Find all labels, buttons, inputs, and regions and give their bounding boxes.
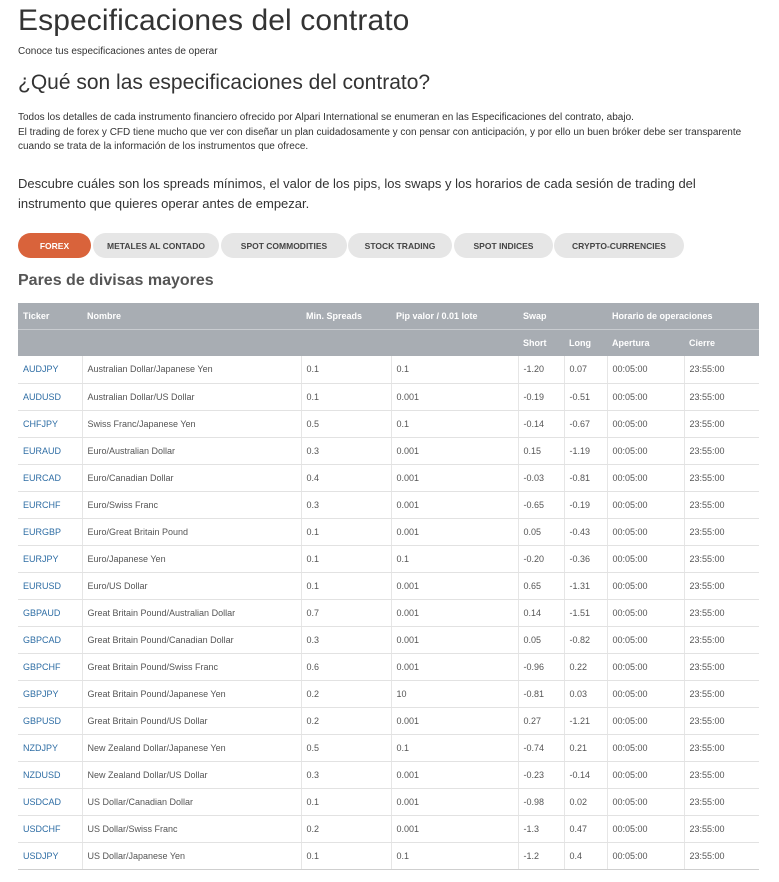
cell-open: 00:05:00 — [607, 707, 684, 734]
table-row — [18, 491, 759, 518]
subheader-empty — [391, 329, 518, 356]
cell-min-spread: 0.2 — [301, 815, 391, 842]
cell-swap-long: 0.22 — [564, 653, 607, 680]
cell-swap-long: 0.47 — [564, 815, 607, 842]
tab-metales-al-contado[interactable]: METALES AL CONTADO — [93, 233, 219, 258]
cell-name: Euro/Australian Dollar — [82, 437, 301, 464]
cell-swap-short: 0.65 — [518, 572, 564, 599]
cell-pip-value: 0.1 — [391, 410, 518, 437]
cell-name: Australian Dollar/Japanese Yen — [82, 356, 301, 383]
table-subheader-row — [18, 329, 759, 356]
cell-pip-value: 0.001 — [391, 383, 518, 410]
table-row — [18, 761, 759, 788]
cell-name: Euro/Japanese Yen — [82, 545, 301, 572]
cell-name: New Zealand Dollar/US Dollar — [82, 761, 301, 788]
cell-close: 23:55:00 — [684, 491, 759, 518]
cell-min-spread: 0.3 — [301, 491, 391, 518]
table-row — [18, 842, 759, 869]
cell-open: 00:05:00 — [607, 761, 684, 788]
cell-swap-long: 0.02 — [564, 788, 607, 815]
cell-min-spread: 0.7 — [301, 599, 391, 626]
cell-open: 00:05:00 — [607, 815, 684, 842]
cell-ticker[interactable]: EURAUD — [18, 437, 82, 464]
cell-pip-value: 0.001 — [391, 653, 518, 680]
cell-swap-long: -0.82 — [564, 626, 607, 653]
cell-swap-long: -1.21 — [564, 707, 607, 734]
cell-close: 23:55:00 — [684, 842, 759, 869]
cell-min-spread: 0.1 — [301, 383, 391, 410]
cell-min-spread: 0.6 — [301, 653, 391, 680]
header-short: Short — [518, 329, 564, 356]
cell-ticker[interactable]: USDJPY — [18, 842, 82, 869]
lead-text: Descubre cuáles son los spreads mínimos, el valor de los pips, los swaps y los horarios de cada sesión de trading del instrumento que quieres operar antes de empezar. — [18, 176, 696, 211]
cell-name: Great Britain Pound/Swiss Franc — [82, 653, 301, 680]
cell-pip-value: 0.1 — [391, 356, 518, 383]
header-trading-hours: Horario de operaciones — [607, 303, 759, 329]
cell-close: 23:55:00 — [684, 437, 759, 464]
cell-min-spread: 0.1 — [301, 788, 391, 815]
cell-open: 00:05:00 — [607, 653, 684, 680]
cell-open: 00:05:00 — [607, 383, 684, 410]
tab-stock-trading[interactable]: STOCK TRADING — [348, 233, 452, 258]
cell-swap-long: -0.51 — [564, 383, 607, 410]
cell-close: 23:55:00 — [684, 707, 759, 734]
cell-swap-long: -0.19 — [564, 491, 607, 518]
cell-ticker[interactable]: CHFJPY — [18, 410, 82, 437]
cell-swap-short: -0.65 — [518, 491, 564, 518]
table-row — [18, 626, 759, 653]
cell-swap-short: 0.14 — [518, 599, 564, 626]
cell-name: Great Britain Pound/US Dollar — [82, 707, 301, 734]
cell-open: 00:05:00 — [607, 356, 684, 383]
cell-swap-long: -0.36 — [564, 545, 607, 572]
cell-close: 23:55:00 — [684, 680, 759, 707]
cell-open: 00:05:00 — [607, 410, 684, 437]
cell-name: Euro/Great Britain Pound — [82, 518, 301, 545]
cell-swap-long: -1.19 — [564, 437, 607, 464]
intro-line-2: El trading de forex y CFD tiene mucho que ver con diseñar un plan cuidadosamente y con pensar con anticipación, y por ello un buen bróker debe ser transparente cuando se trata de la información de los instrumentos que ofrece. — [18, 126, 742, 152]
cell-ticker[interactable]: EURJPY — [18, 545, 82, 572]
cell-swap-short: -0.19 — [518, 383, 564, 410]
contract-specs-table — [18, 303, 759, 870]
table-row — [18, 734, 759, 761]
table-row — [18, 707, 759, 734]
cell-pip-value: 0.001 — [391, 626, 518, 653]
subheader-empty — [18, 329, 82, 356]
instrument-tabs — [18, 233, 718, 259]
cell-swap-short: -1.2 — [518, 842, 564, 869]
table-row — [18, 653, 759, 680]
cell-ticker[interactable]: EURCAD — [18, 464, 82, 491]
cell-close: 23:55:00 — [684, 572, 759, 599]
table-row — [18, 383, 759, 410]
cell-open: 00:05:00 — [607, 518, 684, 545]
tab-crypto-currencies[interactable]: CRYPTO-CURRENCIES — [554, 233, 684, 258]
cell-name: US Dollar/Japanese Yen — [82, 842, 301, 869]
table-row — [18, 572, 759, 599]
cell-close: 23:55:00 — [684, 464, 759, 491]
table-row — [18, 356, 759, 383]
cell-swap-long: 0.03 — [564, 680, 607, 707]
section-title: Pares de divisas mayores — [18, 272, 214, 289]
cell-name: Euro/Canadian Dollar — [82, 464, 301, 491]
table-row — [18, 788, 759, 815]
cell-name: Euro/US Dollar — [82, 572, 301, 599]
cell-pip-value: 0.001 — [391, 707, 518, 734]
table-body — [18, 356, 759, 869]
cell-swap-short: -1.20 — [518, 356, 564, 383]
cell-open: 00:05:00 — [607, 734, 684, 761]
table-row — [18, 680, 759, 707]
header-min-spreads: Min. Spreads — [301, 303, 391, 329]
cell-name: Great Britain Pound/Australian Dollar — [82, 599, 301, 626]
table-row — [18, 410, 759, 437]
cell-swap-long: -0.67 — [564, 410, 607, 437]
cell-close: 23:55:00 — [684, 518, 759, 545]
subheader-empty — [301, 329, 391, 356]
cell-pip-value: 0.001 — [391, 599, 518, 626]
table-row — [18, 599, 759, 626]
cell-name: Australian Dollar/US Dollar — [82, 383, 301, 410]
cell-pip-value: 0.1 — [391, 842, 518, 869]
cell-swap-short: -1.3 — [518, 815, 564, 842]
cell-open: 00:05:00 — [607, 572, 684, 599]
cell-min-spread: 0.5 — [301, 734, 391, 761]
cell-swap-short: -0.81 — [518, 680, 564, 707]
cell-name: US Dollar/Canadian Dollar — [82, 788, 301, 815]
cell-ticker[interactable]: USDCHF — [18, 815, 82, 842]
cell-pip-value: 0.001 — [391, 572, 518, 599]
cell-close: 23:55:00 — [684, 788, 759, 815]
cell-ticker[interactable]: GBPUSD — [18, 707, 82, 734]
tab-spot-indices[interactable]: SPOT INDICES — [454, 233, 553, 258]
cell-ticker[interactable]: GBPCHF — [18, 653, 82, 680]
contract-specs-table-wrap — [18, 303, 759, 870]
cell-swap-long: -1.51 — [564, 599, 607, 626]
cell-min-spread: 0.3 — [301, 626, 391, 653]
cell-swap-short: -0.23 — [518, 761, 564, 788]
cell-open: 00:05:00 — [607, 842, 684, 869]
cell-swap-short: 0.05 — [518, 626, 564, 653]
header-long: Long — [564, 329, 607, 356]
table-row — [18, 437, 759, 464]
cell-pip-value: 0.1 — [391, 734, 518, 761]
cell-open: 00:05:00 — [607, 626, 684, 653]
cell-swap-short: -0.20 — [518, 545, 564, 572]
cell-ticker[interactable]: EURCHF — [18, 491, 82, 518]
cell-pip-value: 0.001 — [391, 761, 518, 788]
cell-close: 23:55:00 — [684, 410, 759, 437]
cell-ticker[interactable]: AUDJPY — [18, 356, 82, 383]
header-swap: Swap — [518, 303, 607, 329]
cell-swap-long: -0.14 — [564, 761, 607, 788]
cell-close: 23:55:00 — [684, 599, 759, 626]
cell-close: 23:55:00 — [684, 653, 759, 680]
cell-pip-value: 0.001 — [391, 491, 518, 518]
cell-open: 00:05:00 — [607, 788, 684, 815]
question-heading: ¿Qué son las especificaciones del contrato? — [18, 71, 431, 94]
cell-min-spread: 0.1 — [301, 545, 391, 572]
cell-swap-short: -0.03 — [518, 464, 564, 491]
header-open: Apertura — [607, 329, 684, 356]
table-header-row — [18, 303, 759, 329]
cell-close: 23:55:00 — [684, 356, 759, 383]
cell-min-spread: 0.4 — [301, 464, 391, 491]
cell-close: 23:55:00 — [684, 383, 759, 410]
page-subtitle: Conoce tus especificaciones antes de operar — [18, 46, 218, 57]
cell-min-spread: 0.1 — [301, 842, 391, 869]
cell-pip-value: 0.001 — [391, 464, 518, 491]
cell-swap-long: -0.81 — [564, 464, 607, 491]
cell-min-spread: 0.2 — [301, 707, 391, 734]
tab-forex[interactable]: FOREX — [18, 233, 91, 258]
cell-ticker[interactable]: NZDJPY — [18, 734, 82, 761]
header-ticker: Ticker — [18, 303, 82, 329]
cell-min-spread: 0.5 — [301, 410, 391, 437]
cell-swap-short: -0.14 — [518, 410, 564, 437]
cell-pip-value: 0.001 — [391, 518, 518, 545]
cell-pip-value: 0.1 — [391, 545, 518, 572]
cell-swap-short: -0.98 — [518, 788, 564, 815]
cell-swap-short: -0.74 — [518, 734, 564, 761]
cell-min-spread: 0.3 — [301, 437, 391, 464]
cell-min-spread: 0.1 — [301, 356, 391, 383]
cell-close: 23:55:00 — [684, 734, 759, 761]
cell-name: New Zealand Dollar/Japanese Yen — [82, 734, 301, 761]
cell-name: Swiss Franc/Japanese Yen — [82, 410, 301, 437]
cell-pip-value: 0.001 — [391, 437, 518, 464]
cell-pip-value: 0.001 — [391, 788, 518, 815]
header-close: Cierre — [684, 329, 759, 356]
cell-name: US Dollar/Swiss Franc — [82, 815, 301, 842]
cell-ticker[interactable]: EURGBP — [18, 518, 82, 545]
tab-spot-commodities[interactable]: SPOT COMMODITIES — [221, 233, 347, 258]
cell-swap-long: -0.43 — [564, 518, 607, 545]
header-name: Nombre — [82, 303, 301, 329]
page-title: Especificaciones del contrato — [18, 4, 410, 37]
intro-text — [18, 111, 758, 155]
cell-close: 23:55:00 — [684, 815, 759, 842]
cell-min-spread: 0.3 — [301, 761, 391, 788]
table-row — [18, 815, 759, 842]
cell-ticker[interactable]: USDCAD — [18, 788, 82, 815]
intro-line-1: Todos los detalles de cada instrumento financiero ofrecido por Alpari International se enumeran en las Especificaciones del contrato, abajo. — [18, 112, 634, 123]
cell-swap-short: -0.96 — [518, 653, 564, 680]
cell-open: 00:05:00 — [607, 545, 684, 572]
cell-close: 23:55:00 — [684, 626, 759, 653]
cell-swap-long: 0.21 — [564, 734, 607, 761]
cell-min-spread: 0.1 — [301, 572, 391, 599]
cell-swap-short: 0.27 — [518, 707, 564, 734]
cell-ticker[interactable]: NZDUSD — [18, 761, 82, 788]
cell-pip-value: 10 — [391, 680, 518, 707]
cell-swap-long: 0.4 — [564, 842, 607, 869]
cell-swap-short: 0.05 — [518, 518, 564, 545]
subheader-empty — [82, 329, 301, 356]
cell-ticker[interactable]: GBPJPY — [18, 680, 82, 707]
cell-name: Great Britain Pound/Canadian Dollar — [82, 626, 301, 653]
cell-open: 00:05:00 — [607, 680, 684, 707]
table-row — [18, 464, 759, 491]
cell-ticker[interactable]: GBPCAD — [18, 626, 82, 653]
cell-swap-long: 0.07 — [564, 356, 607, 383]
table-row — [18, 518, 759, 545]
cell-close: 23:55:00 — [684, 545, 759, 572]
cell-swap-short: 0.15 — [518, 437, 564, 464]
cell-ticker[interactable]: EURUSD — [18, 572, 82, 599]
cell-min-spread: 0.1 — [301, 518, 391, 545]
cell-open: 00:05:00 — [607, 437, 684, 464]
cell-name: Great Britain Pound/Japanese Yen — [82, 680, 301, 707]
cell-min-spread: 0.2 — [301, 680, 391, 707]
cell-close: 23:55:00 — [684, 761, 759, 788]
cell-open: 00:05:00 — [607, 464, 684, 491]
cell-open: 00:05:00 — [607, 491, 684, 518]
cell-name: Euro/Swiss Franc — [82, 491, 301, 518]
header-pip-value: Pip valor / 0.01 lote — [391, 303, 518, 329]
cell-ticker[interactable]: AUDUSD — [18, 383, 82, 410]
cell-pip-value: 0.001 — [391, 815, 518, 842]
cell-swap-long: -1.31 — [564, 572, 607, 599]
cell-ticker[interactable]: GBPAUD — [18, 599, 82, 626]
cell-open: 00:05:00 — [607, 599, 684, 626]
table-row — [18, 545, 759, 572]
